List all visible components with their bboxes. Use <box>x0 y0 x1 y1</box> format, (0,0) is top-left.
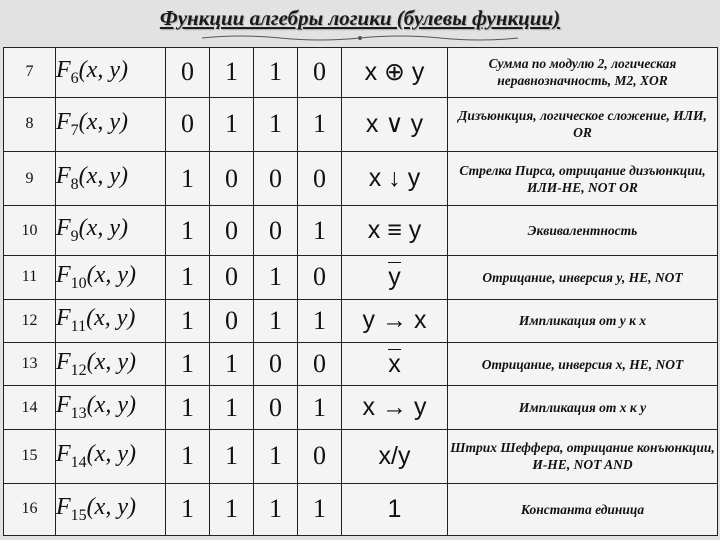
truth-value: 0 <box>254 386 298 429</box>
truth-value: 0 <box>298 48 342 98</box>
page-title: Функции алгебры логики (булевы функции) <box>159 6 561 30</box>
truth-value: 0 <box>298 152 342 206</box>
truth-value: 1 <box>166 342 210 385</box>
table-row <box>4 206 718 256</box>
row-number: 14 <box>4 386 56 429</box>
formula: x ↓ y <box>342 152 448 206</box>
truth-value: 1 <box>298 386 342 429</box>
truth-value: 1 <box>210 483 254 535</box>
function-name: $F_6(x$, y) <box>56 48 166 98</box>
truth-value: 1 <box>298 206 342 256</box>
table-row <box>4 152 718 206</box>
truth-value: 0 <box>166 48 210 98</box>
row-number: 9 <box>4 152 56 206</box>
table-row <box>4 48 718 98</box>
truth-value: 1 <box>210 48 254 98</box>
row-number: 10 <box>4 206 56 256</box>
table-row <box>4 386 718 429</box>
truth-value: 1 <box>210 342 254 385</box>
truth-value: 0 <box>298 342 342 385</box>
truth-value: 1 <box>166 483 210 535</box>
truth-value: 1 <box>254 483 298 535</box>
row-number: 16 <box>4 483 56 535</box>
function-name: $F_{14}(x$, y) <box>56 429 166 483</box>
row-number: 11 <box>4 256 56 299</box>
table-row <box>4 299 718 342</box>
function-name: $F_9(x$, y) <box>56 206 166 256</box>
truth-value: 0 <box>254 152 298 206</box>
truth-value: 1 <box>166 152 210 206</box>
function-description: Константа единица <box>448 483 718 535</box>
truth-value: 1 <box>254 48 298 98</box>
truth-value: 1 <box>166 429 210 483</box>
formula: x ≡ y <box>342 206 448 256</box>
formula: x → y <box>342 386 448 429</box>
formula: x ⊕ y <box>342 48 448 98</box>
formula: x/y <box>342 429 448 483</box>
row-number: 13 <box>4 342 56 385</box>
truth-value: 0 <box>254 206 298 256</box>
function-name: $F_{12}(x$, y) <box>56 342 166 385</box>
truth-value: 1 <box>254 429 298 483</box>
function-name: $F_{10}(x$, y) <box>56 256 166 299</box>
truth-value: 1 <box>166 299 210 342</box>
function-name: $F_{13}(x$, y) <box>56 386 166 429</box>
truth-value: 0 <box>210 206 254 256</box>
function-description: Стрелка Пирса, отрицание дизъюнкции, ИЛИ-НЕ, NOT OR <box>448 152 718 206</box>
truth-value: 1 <box>298 483 342 535</box>
formula: y <box>342 256 448 299</box>
truth-value: 1 <box>166 256 210 299</box>
formula: 1 <box>342 483 448 535</box>
function-description: Импликация от y к x <box>448 299 718 342</box>
table-row <box>4 97 718 151</box>
function-description: Отрицание, инверсия x, НЕ, NOT <box>448 342 718 385</box>
truth-value: 1 <box>254 97 298 151</box>
function-name: $F_{11}(x$, y) <box>56 299 166 342</box>
formula: x <box>342 342 448 385</box>
formula: x ∨ y <box>342 97 448 151</box>
row-number: 8 <box>4 97 56 151</box>
truth-value: 1 <box>298 299 342 342</box>
truth-value: 1 <box>166 386 210 429</box>
function-description: Отрицание, инверсия y, НЕ, NOT <box>448 256 718 299</box>
function-description: Штрих Шеффера, отрицание конъюнкции, И-НЕ, NOT AND <box>448 429 718 483</box>
truth-value: 1 <box>298 97 342 151</box>
truth-value: 1 <box>210 97 254 151</box>
boolean-functions-table <box>3 47 718 536</box>
function-name: $F_8(x$, y) <box>56 152 166 206</box>
function-description: Импликация от x к y <box>448 386 718 429</box>
truth-value: 0 <box>210 299 254 342</box>
table-row <box>4 342 718 385</box>
truth-value: 0 <box>210 152 254 206</box>
function-name: $F_{15}(x$, y) <box>56 483 166 535</box>
truth-value: 0 <box>254 342 298 385</box>
truth-value: 1 <box>210 386 254 429</box>
truth-value: 1 <box>210 429 254 483</box>
function-description: Эквивалентность <box>448 206 718 256</box>
truth-value: 1 <box>254 299 298 342</box>
table-row <box>4 429 718 483</box>
row-number: 7 <box>4 48 56 98</box>
table-row <box>4 256 718 299</box>
truth-value: 0 <box>298 429 342 483</box>
row-number: 15 <box>4 429 56 483</box>
function-description: Дизъюнкция, логическое сложение, ИЛИ, OR <box>448 97 718 151</box>
table-row <box>4 483 718 535</box>
formula: y → x <box>342 299 448 342</box>
row-number: 12 <box>4 299 56 342</box>
function-description: Сумма по модулю 2, логическая неравнозначность, M2, XOR <box>448 48 718 98</box>
truth-value: 0 <box>298 256 342 299</box>
truth-value: 0 <box>210 256 254 299</box>
title-ornament <box>200 34 520 42</box>
truth-value: 1 <box>254 256 298 299</box>
truth-value: 1 <box>166 206 210 256</box>
function-name: $F_7(x$, y) <box>56 97 166 151</box>
truth-value: 0 <box>166 97 210 151</box>
